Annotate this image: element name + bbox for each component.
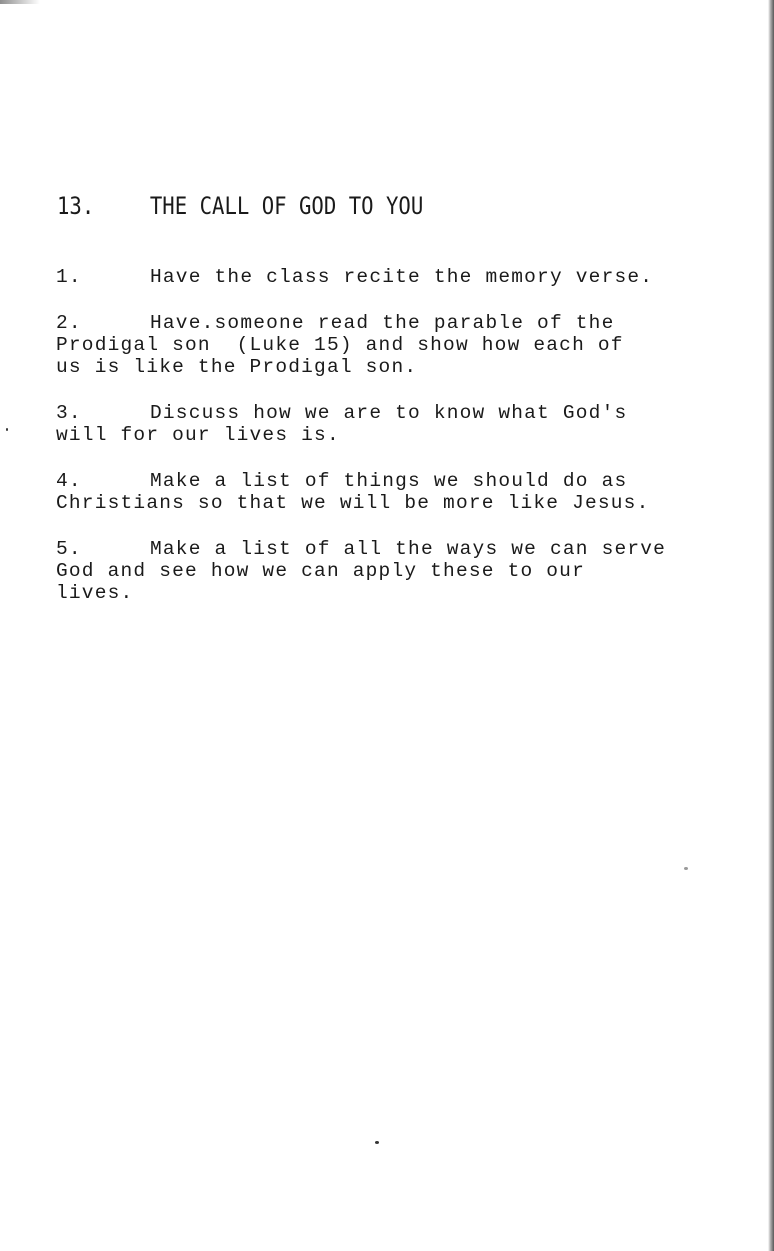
item-number: 2. xyxy=(56,312,82,334)
item-first-line: Discuss how we are to know what God's xyxy=(150,402,628,424)
item-first-line: Make a list of all the ways we can serve xyxy=(150,538,667,560)
item-number: 4. xyxy=(56,470,82,492)
item-number: 5. xyxy=(56,538,82,560)
section-title: THE CALL OF GOD TO YOU xyxy=(149,192,424,220)
section-heading xyxy=(57,192,423,220)
item-number: 3. xyxy=(56,402,82,424)
item-continuation: Prodigal son (Luke 15) and show how each of us is like the Prodigal son. xyxy=(56,334,624,378)
item-number: 1. xyxy=(56,266,82,288)
item-first-line: Have the class recite the memory verse. xyxy=(150,266,654,288)
scan-speck xyxy=(6,428,8,431)
list-item xyxy=(56,266,653,288)
list-item xyxy=(56,538,666,604)
scan-speck xyxy=(684,867,688,870)
scan-speck xyxy=(375,1141,379,1144)
item-continuation: God and see how we can apply these to our lives. xyxy=(56,560,585,604)
list-item xyxy=(56,312,624,378)
item-first-line: Make a list of things we should do as xyxy=(150,470,628,492)
item-first-line: Have.someone read the parable of the xyxy=(150,312,615,334)
section-number: 13. xyxy=(57,192,95,220)
scan-corner-mark xyxy=(0,0,40,4)
list-item xyxy=(56,470,650,514)
scan-edge-shadow xyxy=(768,0,774,1251)
item-continuation: will for our lives is. xyxy=(56,424,340,446)
list-item xyxy=(56,402,627,446)
item-continuation: Christians so that we will be more like Jesus. xyxy=(56,492,650,514)
